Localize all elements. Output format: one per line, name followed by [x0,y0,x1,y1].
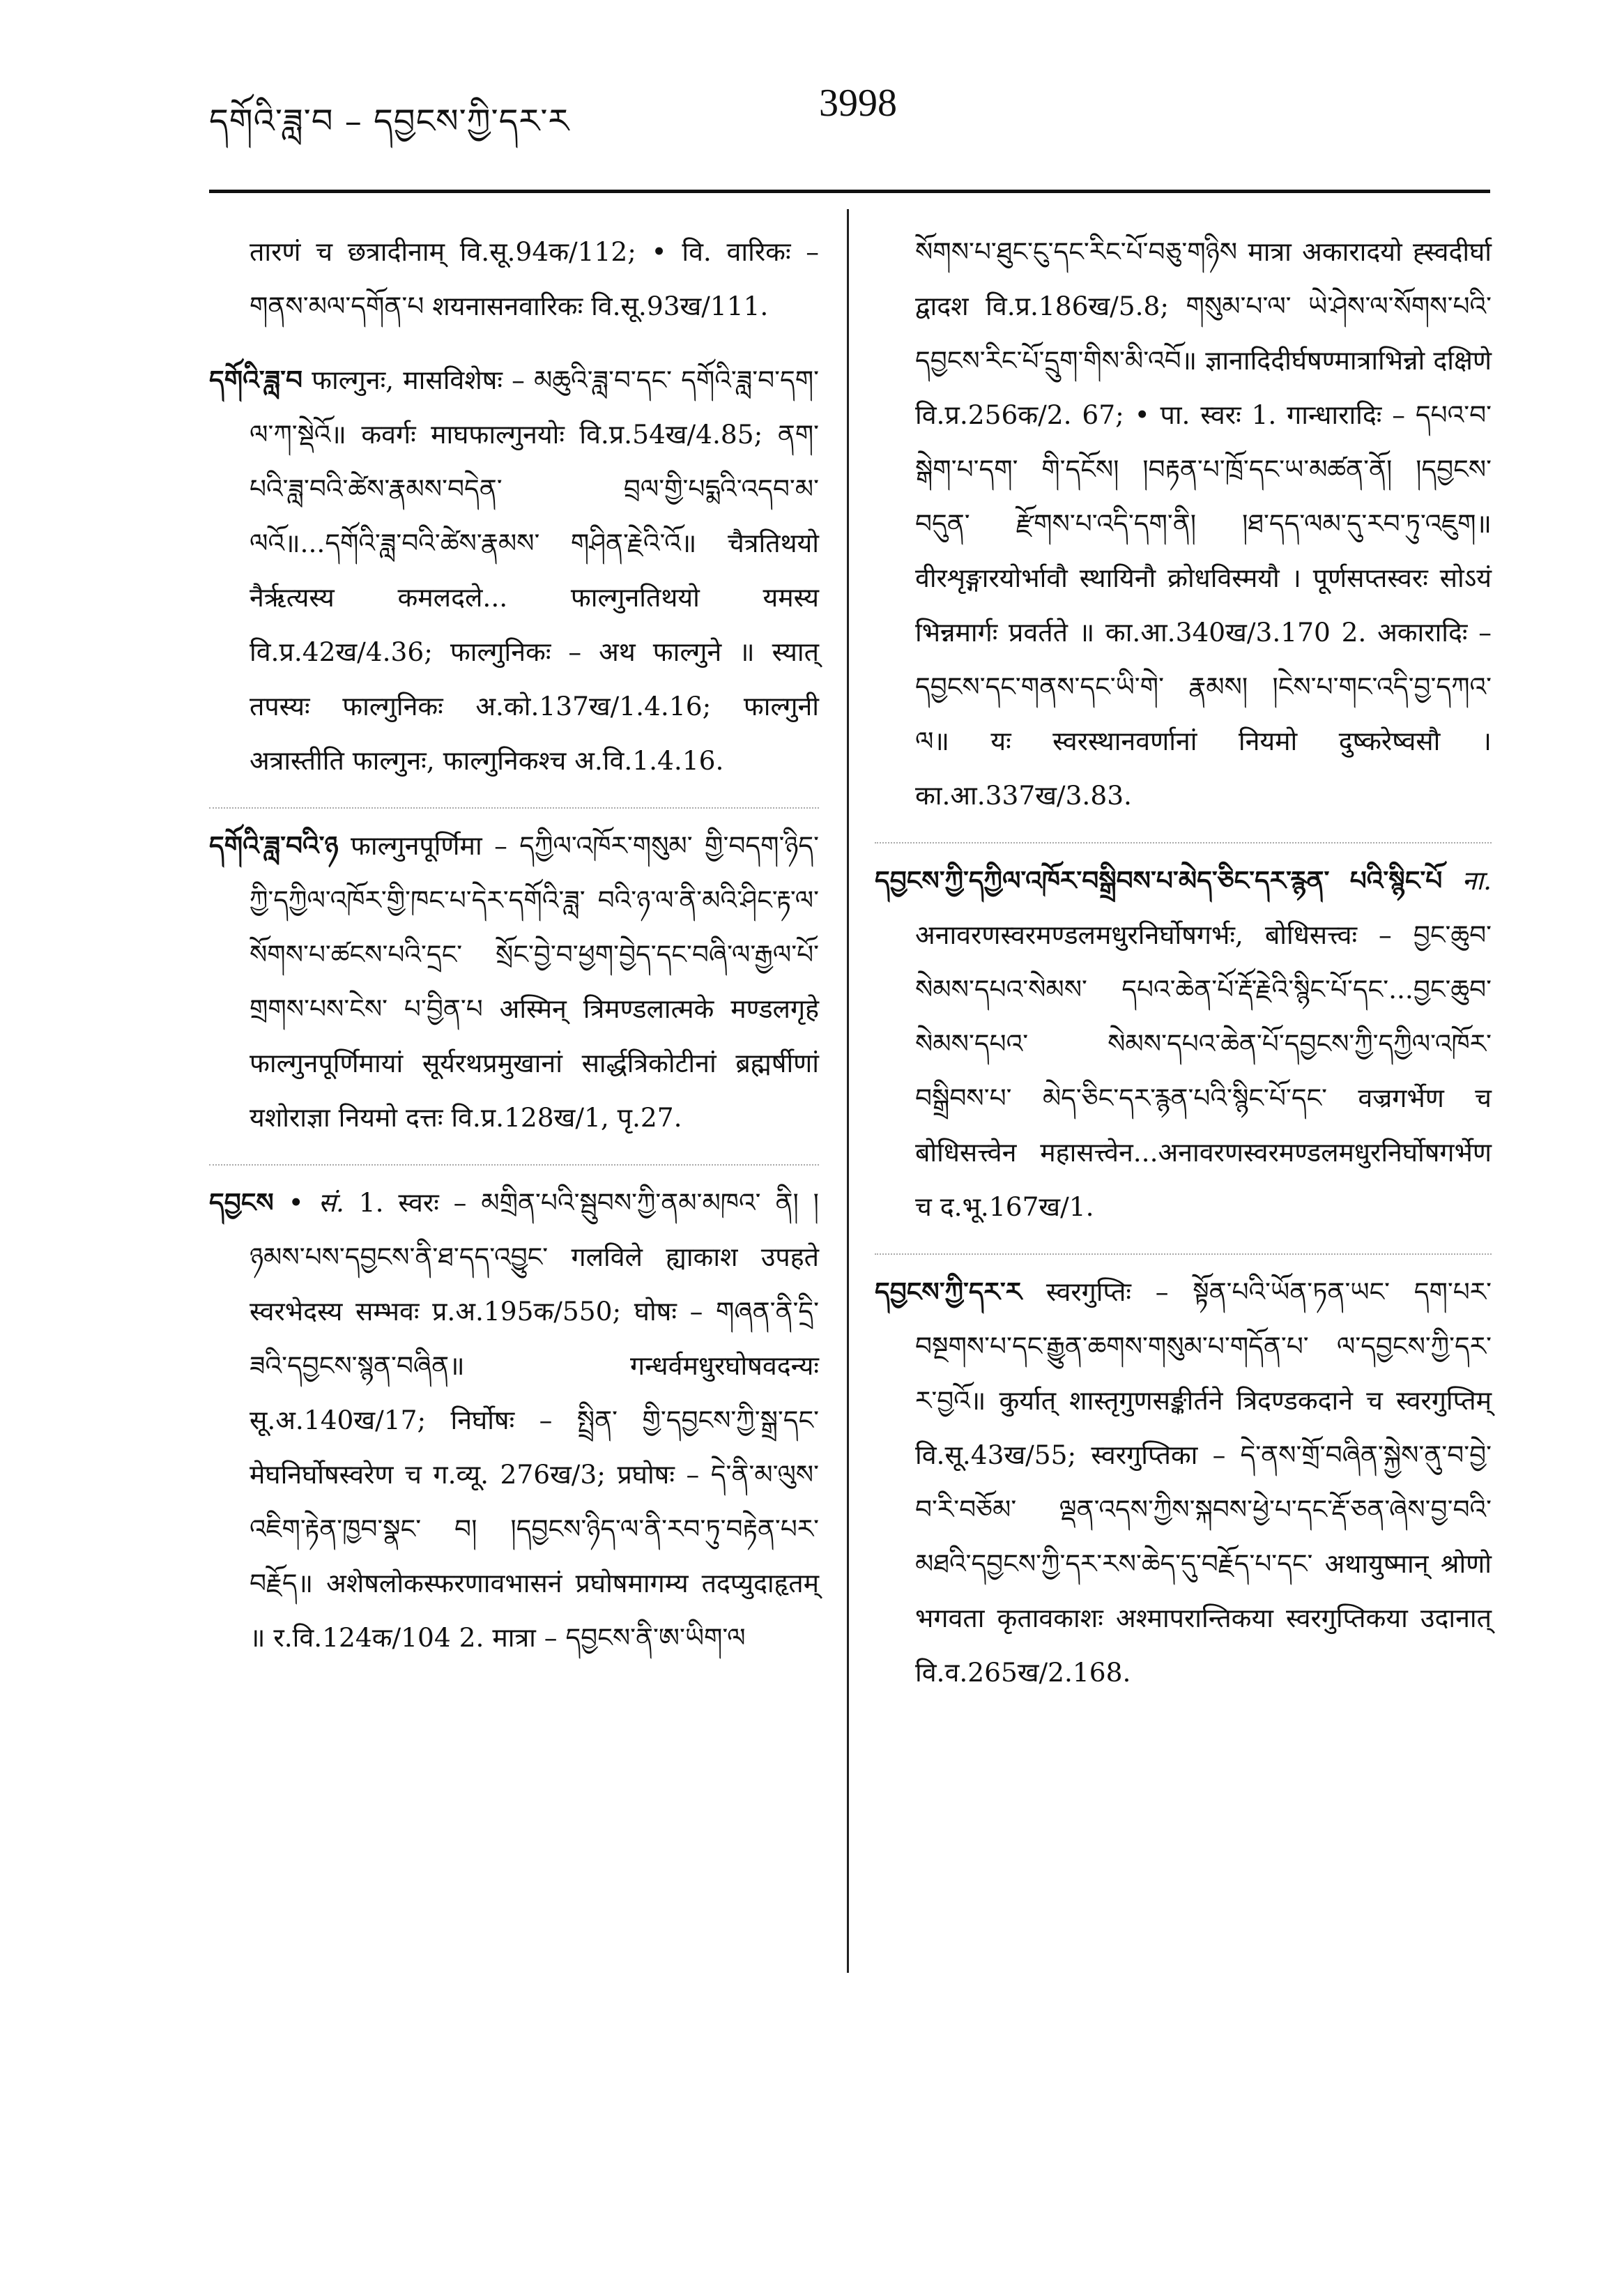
entry-text: སོགས་པ་ཐུང་ངུ་དང་རིང་པོ་བཅུ་གཉིས मात्रा अकारादयो ह्स्वदीर्घा द्वादश वि.प्र.186ख/5.8; གསུམ་པ་ལ་ ཡེ་ཤེས་ལ་སོགས་པའི་དབྱངས་རིང་པོ་དྲུག་གིས་མི་འབོ॥ ज्ञानादिदीर्घषण्मात्राभिन्नो दक्षिणे वि.प्र.256क/2. 67; • पा. स्वरः 1. गान्धारादिः – དཔའ་བ་སྒེག་པ་དག་ གི་དངོས། །བརྟན་པ་ཁྲོ་དང་ཡ་མཚན་ནོ། །དབྱངས་བདུན་ རྫོགས་པ་འདི་དག་ནི། །ཐ་དད་ལམ་དུ་རབ་ཏུ་འཇུག॥ वीरशृङ्गारयोर्भावौ स्थायिनौ क्रोधविस्मयौ । पूर्णसप्तस्वरः सोऽयं भिन्नमार्गः प्रवर्तते ॥ का.आ.340ख/3.170 2. अकारादिः – དབྱངས་དང་གནས་དང་ཡི་གེ་ རྣམས། །ངེས་པ་གང་འདི་བྱ་དཀའ་ལ॥ यः स्वरस्थानवर्णानां नियमो दुष्करेष्वसौ । का.आ.337ख/3.83. [915,236,1492,811]
entry-headword: དགོའི་ཟླ་བ [209,365,302,395]
left-column [209,224,819,1684]
dictionary-entry [875,1265,1492,1700]
entry-separator [209,1164,819,1166]
entry-text: 1. स्वरः – མགྲིན་པའི་སྦུབས་ཀྱི་ནམ་མཁའ་ ནི། །ཉམས་པས་དབྱངས་ནི་ཐ་དད་འབྱུང་ गलविले ह्याकाश उपहते स्वरभेदस्य सम्भवः प्र.अ.195क/550; घोषः – གཞན་ནི་དྲི་ཟའི་དབྱངས་སྙན་བཞིན॥ गन्धर्वमधुरघोषवदन्यः सू.अ.140ख/17; निर्घोषः – སྤྲིན་ གྱི་དབྱངས་ཀྱི་སྒྲ་དང་ मेघनिर्घोषस्वरेण च ग.व्यू. 276ख/3; प्रघोषः – དེ་ནི་མ་ལུས་འཇིག་རྟེན་ཁྱབ་སྣང་ བ། །དབྱངས་ཉིད་ལ་ནི་རབ་ཏུ་བརྟེན་པར་བརྗོད॥ अशेषलोकस्फरणावभासनं प्रघोषमागम्य तदप्युदाहृतम् ॥ र.वि.124क/104 2. मात्रा – དབྱངས་ནི་ཨ་ཡིག་ལ [250,1187,819,1653]
entry-text: फाल्गुनः, मासविशेषः – མཆུའི་ཟླ་བ་དང་ དགོའི་ཟླ་བ་དག་ལ་ཀ་སྡེའོ॥ कवर्गः माघफाल्गुनयोः वि.प्र.54ख/4.85; ནག་པའི་ཟླ་བའི་ཚེས་རྣམས་བདེན་ བྲལ་གྱི་པདྨའི་འདབ་མ་ལའོ॥...དགོའི་ཟླ་བའི་ཚེས་རྣམས་ གཤིན་རྗེའི་འོ॥ चैत्रतिथयो नैर्ऋत्यस्य कमलदले... फाल्गुनतिथयो यमस्य वि.प्र.42ख/4.36; फाल्गुनिकः – अथ फाल्गुने ॥ स्यात् तपस्यः फाल्गुनिकः अ.को.137ख/1.4.16; फाल्गुनी अत्रास्तीति फाल्गुनः, फाल्गुनिकश्च अ.वि.1.4.16. [250,365,820,776]
column-divider [847,209,849,1973]
entry-text: स्वरगुप्तिः – སྟོན་པའི་ཡོན་ཏན་ཡང་ དག་པར་བསྔགས་པ་དང་རྒྱུན་ཆགས་གསུམ་པ་གདོན་པ་ ལ་དབྱངས་ཀྱི་དར་ར་བྱའོ॥ कुर्यात् शास्तृगुणसङ्कीर्तने त्रिदण्डकदाने च स्वरगुप्तिम् वि.सू.43ख/55; स्वरगुप्तिका – དེ་ནས་གྲོ་བཞིན་སྐྱེས་ནུ་བ་བྱེ་བ་རི་བཅོམ་ ལྡན་འདས་ཀྱིས་སྐབས་ཕྱེ་པ་དང་རྡོ་ཅན་ཞེས་བྱ་བའི་ མཐའི་དབྱངས་ཀྱི་དར་རས་ཆེད་དུ་བརྗོད་པ་དང་ अथायुष्मान् श्रोणो भगवता कृतावकाशः अश्मापरान्तिकया स्वरगुप्तिकया उदानात् वि.व.265ख/2.168. [915,1276,1492,1688]
dictionary-entry [209,353,819,788]
running-head: དགོའི་ཟླ་བ – དབྱངས་ཀྱི་དར་ར [209,102,570,141]
entry-headword: དབྱངས་ཀྱི་དར་ར [875,1276,1022,1307]
entry-separator [209,807,819,809]
entry-headword: དགོའི་ཟླ་བའི་ཉ [209,830,339,861]
entry-separator [875,1253,1492,1255]
entry-text: फाल्गुनपूर्णिमा – དཀྱིལ་འཁོར་གསུམ་ གྱི་བདག་ཉིད་ཀྱི་དཀྱིལ་འཁོར་གྱི་ཁང་པ་དེར་དགོའི་ཟླ་ བའི་ཉ་ལ་ནི་མའི་ཤིང་རྟ་ལ་སོགས་པ་ཚངས་པའི་དྲང་ སྲོང་བྱེ་བ་ཕྱག་བྱེད་དང་བཞི་ལ་རྒྱལ་པོ་གྲགས་པས་ངེས་ པ་བྱིན་པ अस्मिन् त्रिमण्डलात्मके मण्डलगृहे फाल्गुनपूर्णिमायां सूर्यरथप्रमुखानां सार्द्धत्रिकोटीनां ब्रह्मर्षीणां यशोराज्ञा नियमो दत्तः वि.प्र.128ख/1, पृ.27. [250,830,819,1133]
dictionary-entry [875,853,1492,1234]
entry-separator [875,842,1492,844]
header-rule [209,190,1490,193]
entry-headword: དབྱངས་ཀྱི་དཀྱིལ་འཁོར་བསྒྲིབས་པ་མེད་ཅིང་དར་རྙན་ པའི་སྙིང་པོ [875,865,1443,896]
entry-grammar: • सं. [288,1187,344,1218]
page-header [209,84,1478,146]
right-column [875,224,1492,1719]
dictionary-entry [209,1175,819,1665]
entry-grammar: ना. [1462,865,1492,896]
dictionary-entry [209,818,819,1145]
entry-continuation [875,224,1492,823]
entry-continuation [209,224,819,333]
page-number: 3998 [819,82,897,125]
entry-headword: དབྱངས [209,1187,274,1218]
entry-text: अनावरणस्वरमण्डलमधुरनिर्घोषगर्भः, बोधिसत्त्वः – བྱང་ཆུབ་སེམས་དཔའ་སེམས་ དཔའ་ཆེན་པོ་རྡོ་རྗེའི་སྙིང་པོ་དང་...བྱང་ཆུབ་སེམས་དཔའ་ སེམས་དཔའ་ཆེན་པོ་དབྱངས་ཀྱི་དཀྱིལ་འཁོར་བསྒྲིབས་པ་ མེད་ཅིང་དར་རྙན་པའི་སྙིང་པོ་དང་ वज्रगर्भेण च बोधिसत्त्वेन महासत्त्वेन...अनावरणस्वरमण्डलमधुरनिर्घोषगर्भेण च द.भू.167ख/1. [915,919,1492,1222]
entry-text: तारणं च छत्रादीनाम् वि.सू.94क/112; • वि. वारिकः – གནས་མལ་དགོན་པ शयनासनवारिकः वि.सू.93ख/111. [250,236,819,321]
